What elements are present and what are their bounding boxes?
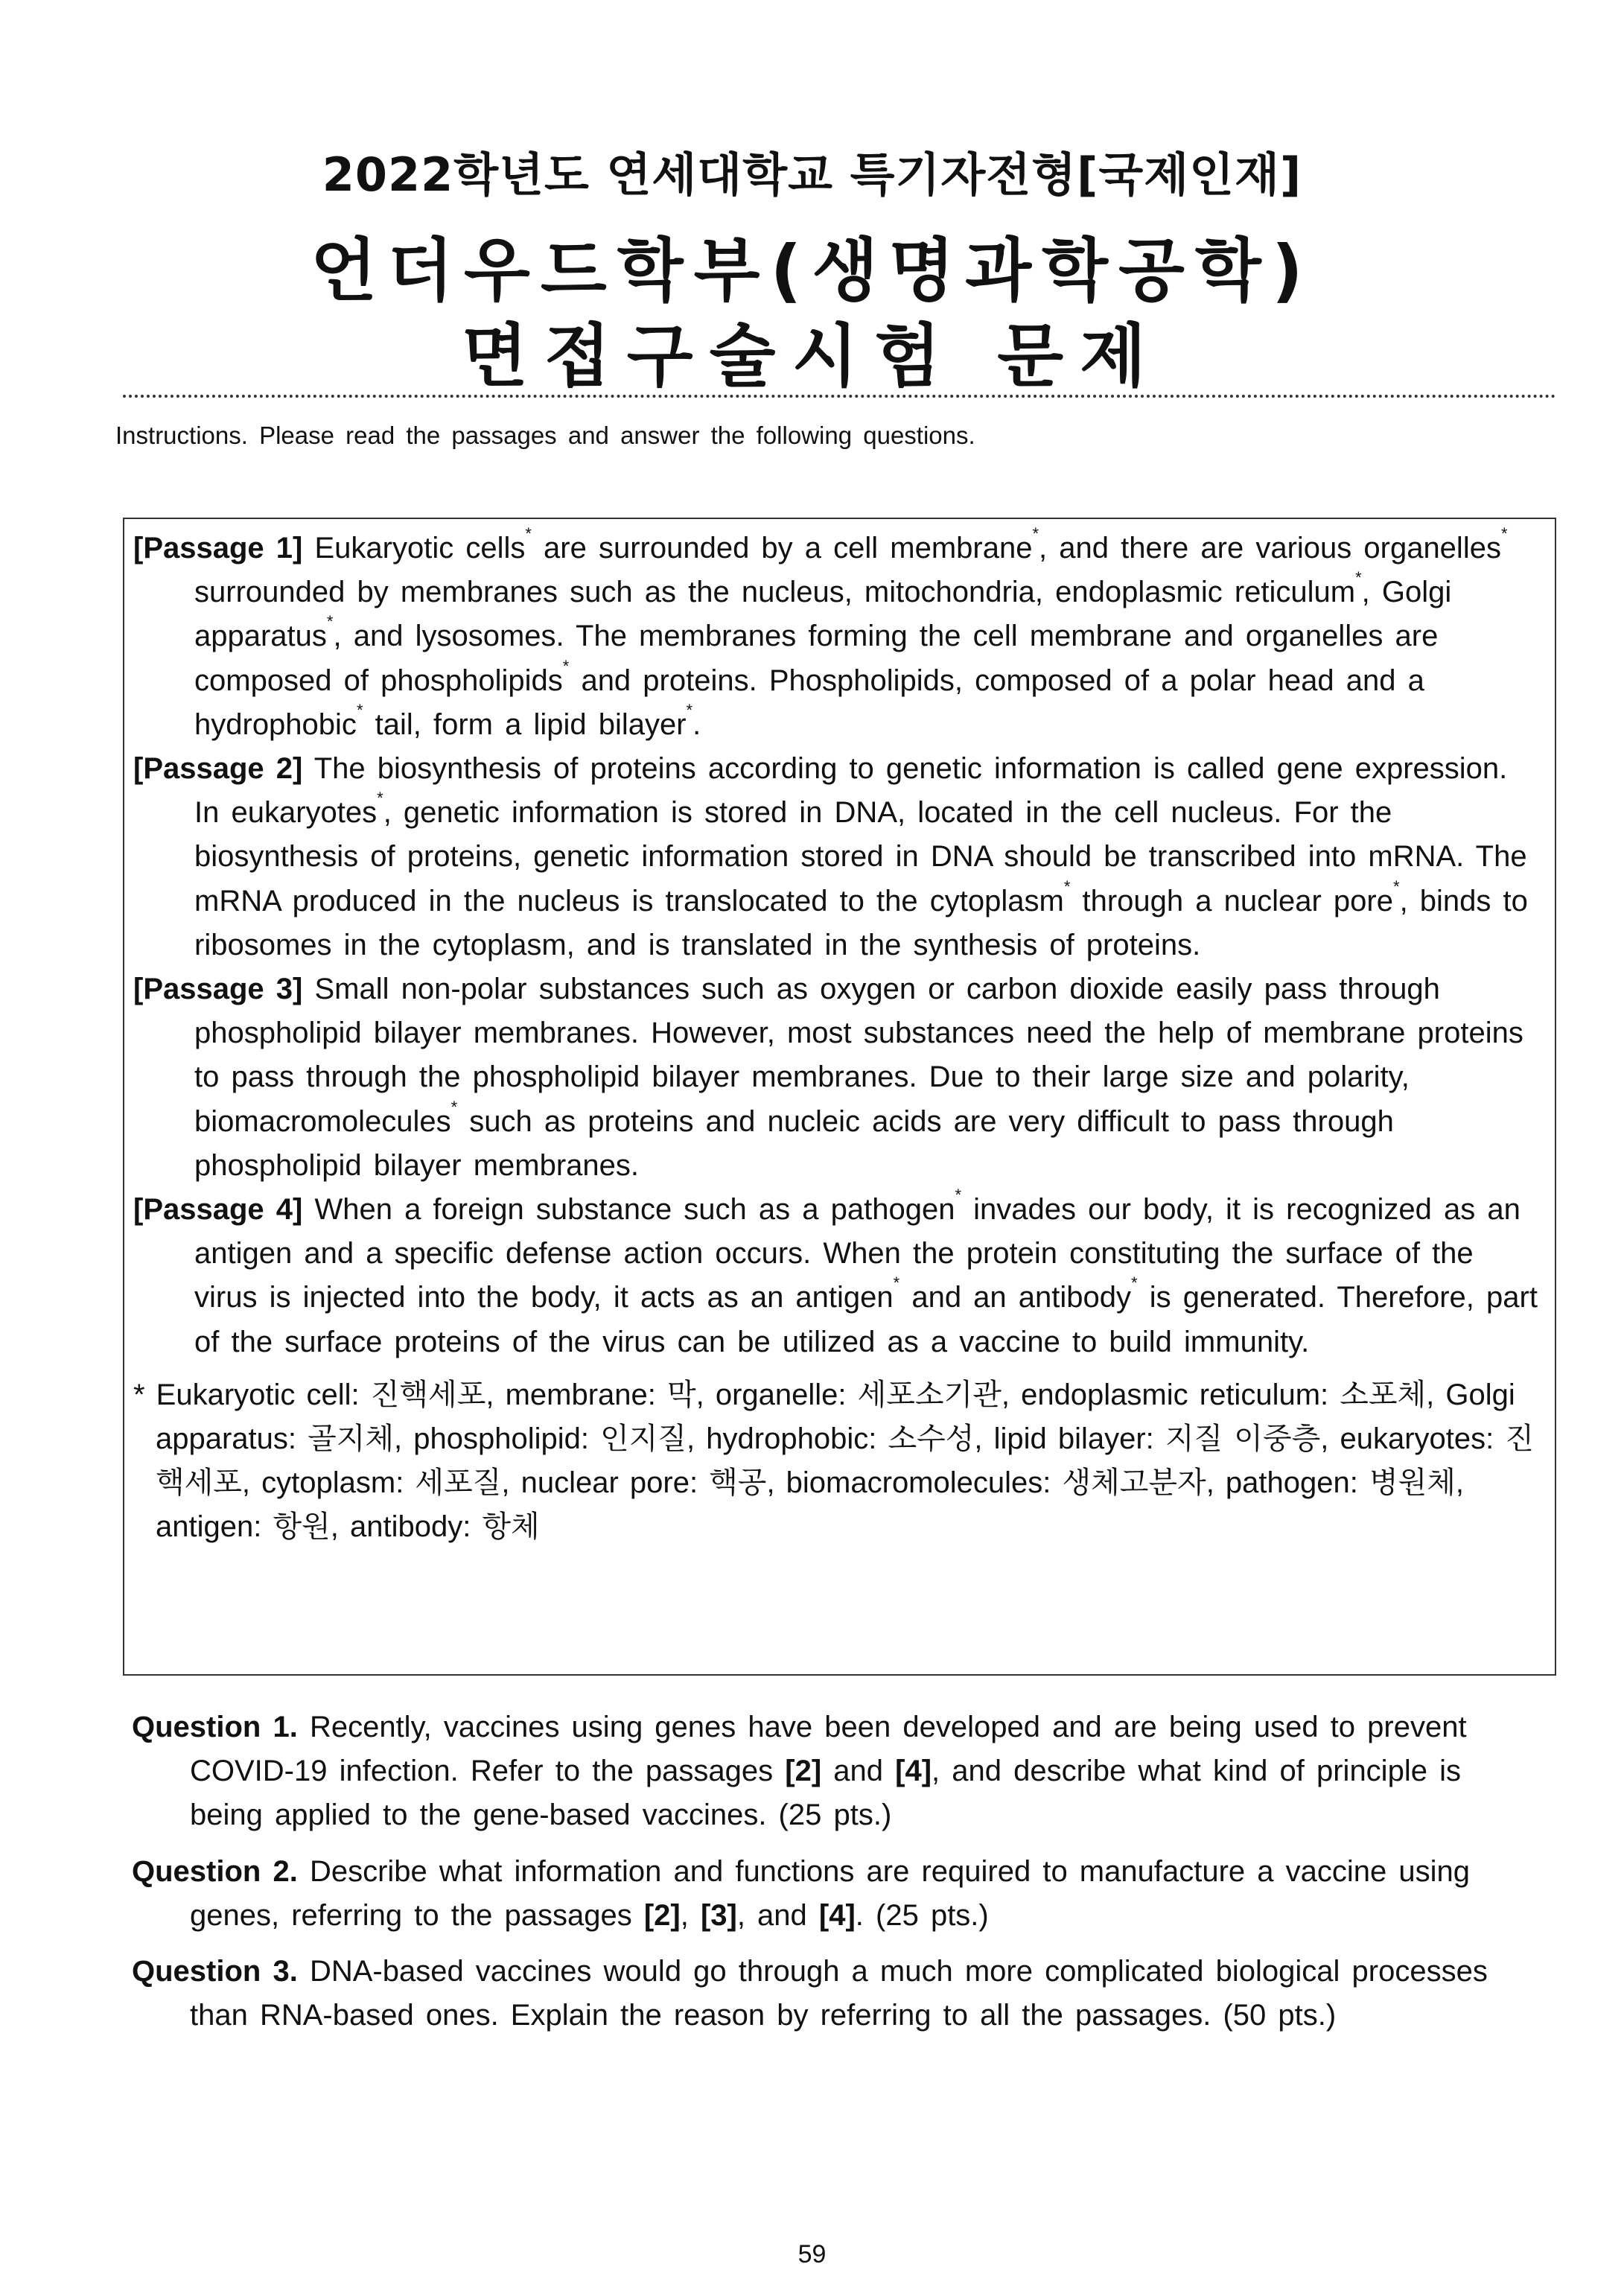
question-text: Recently, vaccines using genes have been developed and are being used to prevent COVID-19 infection. Refer to the passages [2] and [4], and describe what kind of principle is being applied to the gene-based vaccines. (25 pts.) [190,1711,1467,1832]
passage-text: When a foreign substance such as a pathogen* invades our body, it is recognized as an antigen and a specific defense action occurs. When the protein constituting the surface of the virus is injected into the body, it acts as an antigen* and an antibody* is generated. Therefore, part of the surface proteins of the virus can be utilized as a vaccine to build immunity. [194,1186,1538,1358]
question-text: Describe what information and functions are required to manufacture a vaccine using genes, referring to the passages [2], [3], and [4]. (25 pts.) [190,1854,1470,1932]
footnote-marker: * [450,1097,458,1116]
passage-reference: [2] [643,1898,681,1932]
footnote-marker: * [1393,877,1400,896]
footnote-marker: * [356,700,363,719]
question-list [132,1705,1532,2049]
question-1 [132,1705,1532,1838]
passage-list [133,524,1541,1364]
passage-label: [Passage 4] [133,1193,303,1227]
glossary: * Eukaryotic cell: 진핵세포, membrane: 막, organelle: 세포소기관, endoplasmic reticulum: 소포체, Golgi apparatus: 골지체, phospholipid: 인지질, hydrophobic: 소수성, lipid bilayer: 지질 이중층, eukaryotes: 진핵세포, cytoplasm: 세포질, nuclear pore: 핵공, biomacromolecules: 생체고분자, pathogen: 병원체, antigen: 항원, antibody: 항체 [133,1378,1534,1544]
passage-4 [133,1188,1541,1364]
instructions: Instructions. Please read the passages and answer the following questions. [115,422,975,449]
question-label: Question 2. [132,1854,298,1888]
passage-2 [133,747,1541,967]
passage-reference: [4] [818,1898,856,1932]
footnote-marker: * [1355,568,1362,588]
footnote-marker: * [377,789,383,808]
footnote-marker: * [525,524,532,543]
footnote-marker: * [326,612,334,632]
passage-reference: [4] [895,1755,932,1788]
passages-box [123,518,1556,1676]
passage-1 [133,524,1541,747]
passage-reference: [2] [785,1755,822,1788]
passage-text: Small non-polar substances such as oxygen or carbon dioxide easily pass through phospholipid bilayer membranes. However, most substances need the help of membrane proteins to pass through the phospholipid bilayer membranes. Due to their large size and polarity, biomacromolecules* such as proteins and nucleic acids are very difficult to pass through phospholipid bilayer membranes. [194,973,1523,1182]
exam-title-year: 2022학년도 연세대학교 특기자전형[국제인재] [322,147,1302,202]
footnote-marker: * [955,1186,962,1205]
footnote-marker: * [1131,1273,1138,1293]
question-text: DNA-based vaccines would go through a much more complicated biological processes than RNA-based ones. Explain the reason by referring to all the passages. (50 pts.) [190,1955,1488,2032]
passage-label: [Passage 2] [133,752,303,786]
footnote-marker: * [562,656,570,675]
dotted-divider [123,395,1556,398]
passage-text: Eukaryotic cells* are surrounded by a cell membrane*, and there are various organelles* surrounded by membranes such as the nucleus, mitochondria, endoplasmic reticulum*, Golgi apparatus*, and lysosomes. The membranes forming the cell membrane and organelles are composed of phospholipids* and proteins. Phospholipids, composed of a polar head and a hydrophobic* tail, form a lipid bilayer*. [194,524,1508,741]
passage-label: [Passage 3] [133,973,303,1006]
footnote-marker: * [1032,524,1039,543]
passage-3 [133,967,1541,1188]
footnote-marker: * [1063,877,1071,896]
footnote-marker: * [686,700,693,719]
question-label: Question 3. [132,1955,298,1988]
exam-title-department: 언더우드학부(생명과학공학) [311,231,1313,311]
passage-text: The biosynthesis of proteins according to genetic information is called gene expression. In eukaryotes*, genetic information is stored in DNA, located in the cell nucleus. For the biosynthesis of proteins, genetic information stored in DNA should be transcribed into mRNA. The mRNA produced in the nucleus is translocated to the cytoplasm* through a nuclear pore*, binds to ribosomes in the cytoplasm, and is translated in the synthesis of proteins. [194,752,1528,961]
exam-title-name: 면접구술시험 문제 [461,317,1162,396]
question-2 [132,1850,1532,1938]
question-label: Question 1. [132,1711,298,1743]
question-3 [132,1950,1532,2038]
footnote-marker: * [893,1273,900,1293]
passage-label: [Passage 1] [133,532,303,565]
page-number: 59 [797,2240,827,2268]
passage-reference: [3] [700,1898,737,1932]
footnote-marker: * [1500,524,1508,543]
